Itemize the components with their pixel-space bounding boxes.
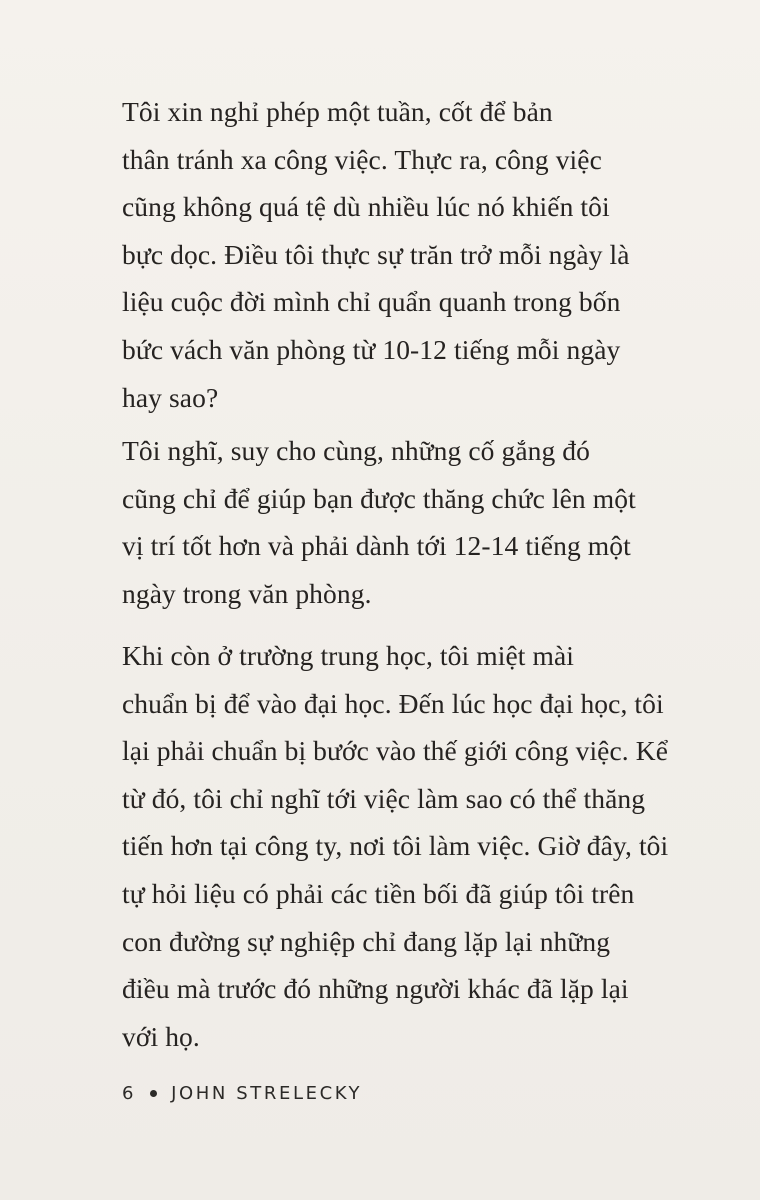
paragraph-line: cũng chỉ để giúp bạn được thăng chức lên một: [122, 482, 636, 514]
paragraph-line: Khi còn ở trường trung học, tôi miệt mài: [122, 640, 575, 671]
page-footer: [122, 1083, 362, 1104]
paragraph-line: liệu cuộc đời mình chỉ quẩn quanh trong bốn: [122, 286, 621, 318]
bullet-separator-icon: [150, 1090, 157, 1097]
paragraph-line: thân tránh xa công việc. Thực ra, công việc: [122, 143, 602, 175]
paragraph-line: Tôi xin nghỉ phép một tuần, cốt để bản: [122, 96, 553, 127]
paragraph-line: tiến hơn tại công ty, nơi tôi làm việc. Giờ đây, tôi: [122, 830, 669, 862]
paragraph-3: [122, 632, 722, 1060]
paragraph-line: hay sao?: [122, 381, 219, 413]
paragraph-line: bực dọc. Điều tôi thực sự trăn trở mỗi ngày là: [122, 238, 630, 270]
paragraph-line: tự hỏi liệu có phải các tiền bối đã giúp tôi trên: [122, 877, 635, 909]
author-name: JOHN STRELECKY: [171, 1083, 363, 1104]
paragraph-line: lại phải chuẩn bị bước vào thế giới công việc. Kể: [122, 735, 669, 767]
page-number: 6: [122, 1083, 137, 1104]
paragraph-line: từ đó, tôi chỉ nghĩ tới việc làm sao có thể thăng: [122, 782, 646, 814]
paragraph-line: chuẩn bị để vào đại học. Đến lúc học đại học, tôi: [122, 687, 664, 719]
paragraph-line: cũng không quá tệ dù nhiều lúc nó khiến tôi: [122, 191, 610, 223]
paragraph-line: ngày trong văn phòng.: [122, 577, 372, 609]
paragraph-line: điều mà trước đó những người khác đã lặp lại: [122, 973, 629, 1005]
paragraph-1: [122, 88, 722, 421]
paragraph-line: với họ.: [122, 1020, 200, 1052]
paragraph-line: Tôi nghĩ, suy cho cùng, những cố gắng đó: [122, 435, 591, 466]
paragraph-line: con đường sự nghiệp chỉ đang lặp lại những: [122, 925, 611, 957]
paragraph-line: bức vách văn phòng từ 10-12 tiếng mỗi ngày: [122, 333, 621, 365]
paragraph-2: [122, 427, 722, 617]
paragraph-line: vị trí tốt hơn và phải dành tới 12-14 tiếng một: [122, 530, 631, 562]
